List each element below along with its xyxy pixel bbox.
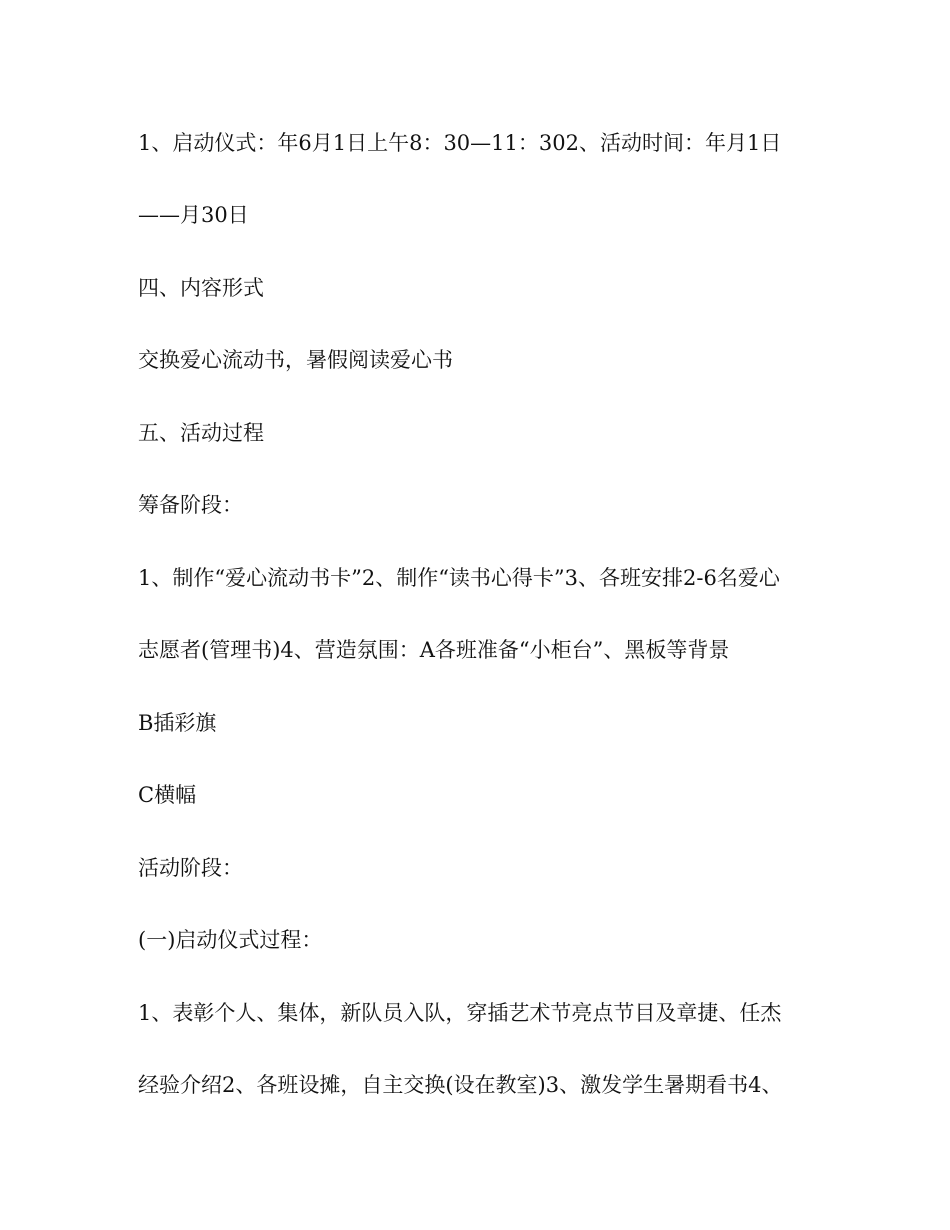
text-line-volunteers-atmosphere: 志愿者(管理书)4、营造氛围：A各班准备“小柜台”、黑板等背景 xyxy=(138,638,730,662)
section-heading-activity-process: 五、活动过程 xyxy=(138,421,264,445)
text-line-banner: C横幅 xyxy=(138,783,197,807)
subheading-activity-stage: 活动阶段： xyxy=(138,856,243,880)
text-line-end-date: ——月30日 xyxy=(138,203,249,227)
text-line-preparation-items: 1、制作“爱心流动书卡”2、制作“读书心得卡”3、各班安排2-6名爱心 xyxy=(138,566,780,590)
text-line-exchange-books: 交换爱心流动书，暑假阅读爱心书 xyxy=(138,348,453,372)
text-line-flags: B插彩旗 xyxy=(138,711,217,735)
text-line-commendation: 1、表彰个人、集体，新队员入队，穿插艺术节亮点节目及章捷、任杰 xyxy=(138,1001,782,1025)
section-heading-content-form: 四、内容形式 xyxy=(138,276,264,300)
text-line-experience-exchange: 经验介绍2、各班设摊，自主交换(设在教室)3、激发学生暑期看书4、 xyxy=(138,1073,783,1097)
text-line-start-ceremony: 1、启动仪式：年6月1日上午8：30—11：302、活动时间：年月1日 xyxy=(138,131,782,155)
subheading-ceremony-process: (一)启动仪式过程： xyxy=(138,928,323,952)
subheading-preparation-stage: 筹备阶段： xyxy=(138,493,243,517)
